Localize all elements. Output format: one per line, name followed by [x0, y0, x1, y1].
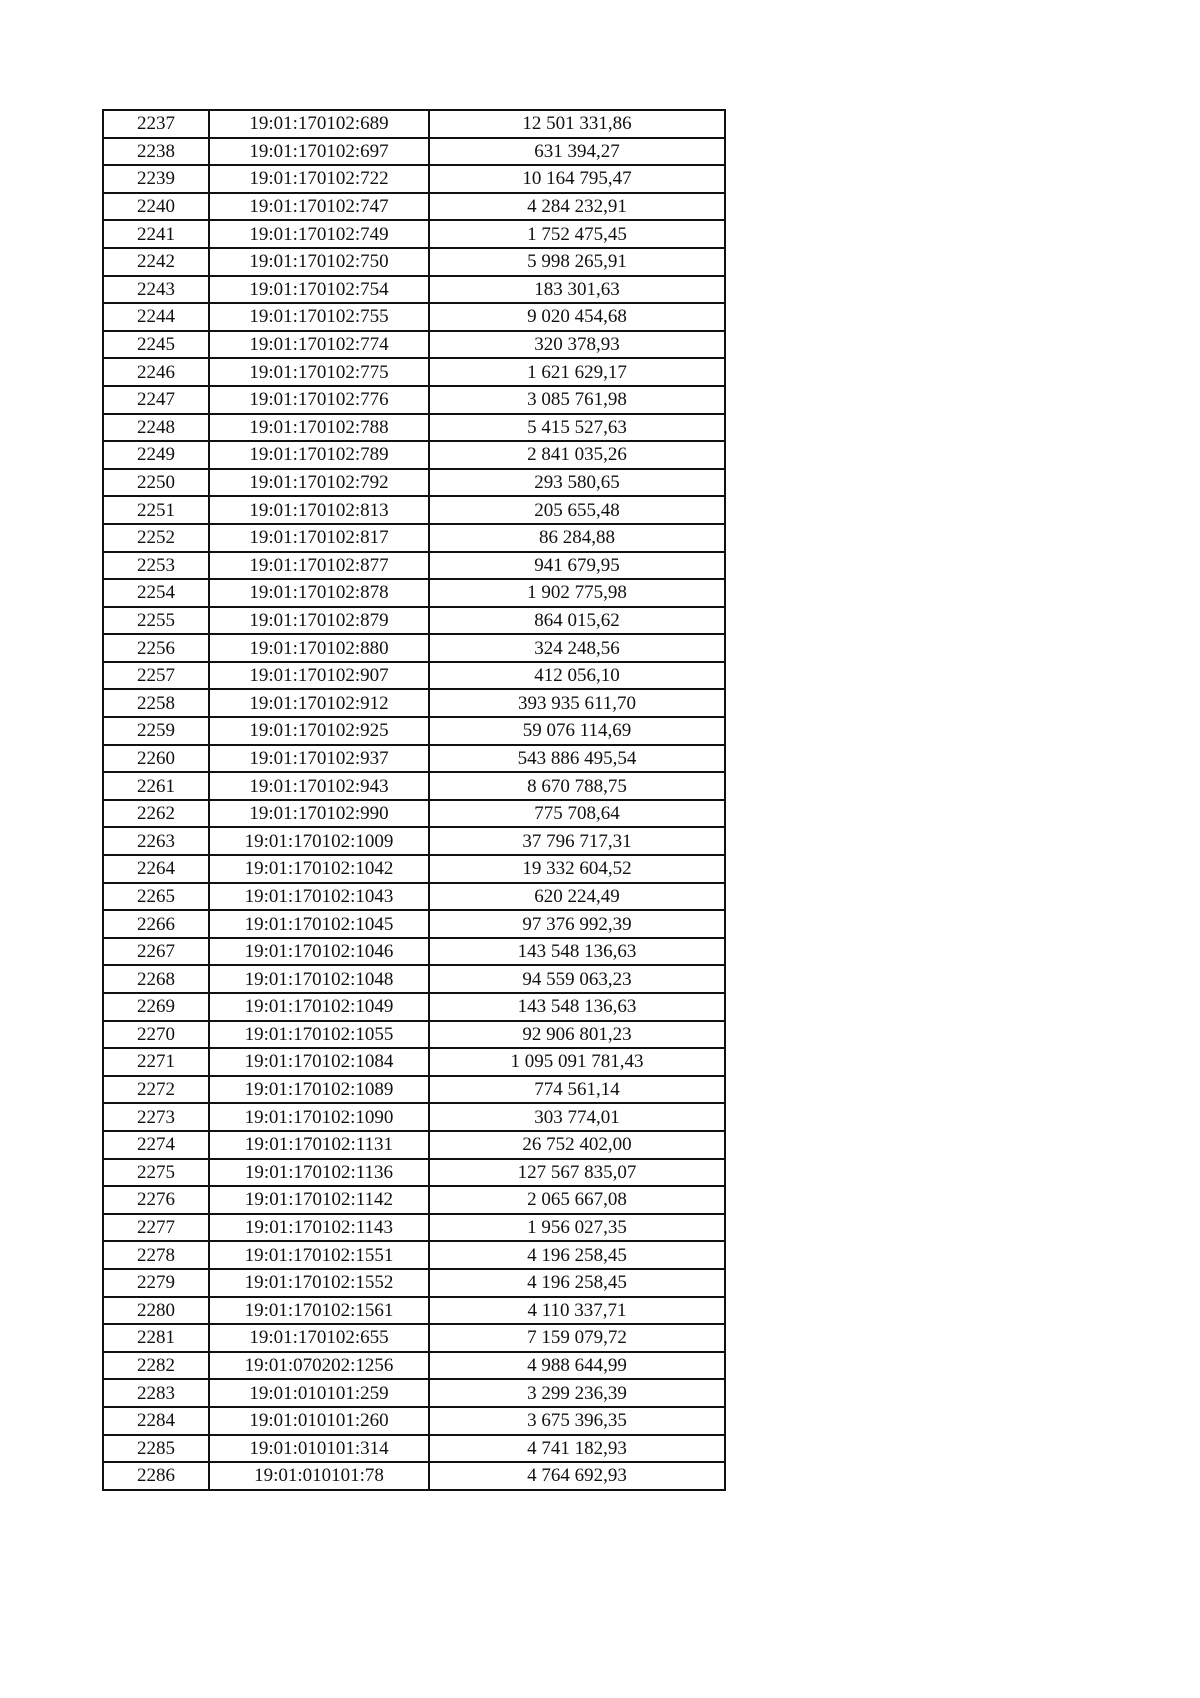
- cadastral-number-cell: 19:01:170102:1045: [209, 910, 429, 938]
- cadastral-number-cell: 19:01:170102:1046: [209, 938, 429, 966]
- row-number-cell: 2239: [103, 165, 209, 193]
- row-number-cell: 2262: [103, 800, 209, 828]
- value-cell: 97 376 992,39: [429, 910, 725, 938]
- table-row: [103, 193, 725, 221]
- row-number-cell: 2276: [103, 1186, 209, 1214]
- table-row: [103, 579, 725, 607]
- row-number-cell: 2247: [103, 386, 209, 414]
- cadastral-number-cell: 19:01:170102:776: [209, 386, 429, 414]
- value-cell: 320 378,93: [429, 331, 725, 359]
- cadastral-number-cell: 19:01:170102:1131: [209, 1131, 429, 1159]
- table-row: [103, 1214, 725, 1242]
- row-number-cell: 2249: [103, 441, 209, 469]
- value-cell: 37 796 717,31: [429, 827, 725, 855]
- row-number-cell: 2273: [103, 1103, 209, 1131]
- table-row: [103, 1186, 725, 1214]
- table-row: [103, 1048, 725, 1076]
- row-number-cell: 2258: [103, 689, 209, 717]
- table-row: [103, 276, 725, 304]
- cadastral-number-cell: 19:01:010101:260: [209, 1407, 429, 1435]
- table-row: [103, 1021, 725, 1049]
- row-number-cell: 2275: [103, 1159, 209, 1187]
- cadastral-number-cell: 19:01:170102:747: [209, 193, 429, 221]
- table-row: [103, 1324, 725, 1352]
- table-row: [103, 965, 725, 993]
- value-cell: 94 559 063,23: [429, 965, 725, 993]
- row-number-cell: 2279: [103, 1269, 209, 1297]
- table-row: [103, 110, 725, 138]
- value-cell: 10 164 795,47: [429, 165, 725, 193]
- row-number-cell: 2237: [103, 110, 209, 138]
- row-number-cell: 2256: [103, 634, 209, 662]
- row-number-cell: 2250: [103, 469, 209, 497]
- table-row: [103, 1103, 725, 1131]
- row-number-cell: 2270: [103, 1021, 209, 1049]
- value-cell: 205 655,48: [429, 496, 725, 524]
- value-cell: 127 567 835,07: [429, 1159, 725, 1187]
- cadastral-number-cell: 19:01:170102:1136: [209, 1159, 429, 1187]
- table-row: [103, 772, 725, 800]
- table-row: [103, 1076, 725, 1104]
- table-row: [103, 524, 725, 552]
- cadastral-number-cell: 19:01:170102:1143: [209, 1214, 429, 1242]
- table-row: [103, 1435, 725, 1463]
- cadastral-number-cell: 19:01:170102:943: [209, 772, 429, 800]
- row-number-cell: 2238: [103, 138, 209, 166]
- cadastral-number-cell: 19:01:170102:937: [209, 745, 429, 773]
- value-cell: 412 056,10: [429, 662, 725, 690]
- row-number-cell: 2260: [103, 745, 209, 773]
- table-row: [103, 883, 725, 911]
- row-number-cell: 2253: [103, 552, 209, 580]
- table-row: [103, 1379, 725, 1407]
- table-body: [103, 110, 725, 1490]
- cadastral-number-cell: 19:01:170102:1084: [209, 1048, 429, 1076]
- cadastral-number-cell: 19:01:170102:878: [209, 579, 429, 607]
- cadastral-number-cell: 19:01:170102:1090: [209, 1103, 429, 1131]
- value-cell: 1 621 629,17: [429, 358, 725, 386]
- row-number-cell: 2243: [103, 276, 209, 304]
- cadastral-number-cell: 19:01:170102:792: [209, 469, 429, 497]
- row-number-cell: 2277: [103, 1214, 209, 1242]
- table-row: [103, 1269, 725, 1297]
- table-row: [103, 1407, 725, 1435]
- cadastral-number-cell: 19:01:170102:1009: [209, 827, 429, 855]
- value-cell: 143 548 136,63: [429, 993, 725, 1021]
- row-number-cell: 2255: [103, 607, 209, 635]
- row-number-cell: 2267: [103, 938, 209, 966]
- value-cell: 941 679,95: [429, 552, 725, 580]
- table-row: [103, 138, 725, 166]
- table-row: [103, 1241, 725, 1269]
- row-number-cell: 2284: [103, 1407, 209, 1435]
- table-row: [103, 800, 725, 828]
- row-number-cell: 2259: [103, 717, 209, 745]
- value-cell: 1 752 475,45: [429, 220, 725, 248]
- cadastral-number-cell: 19:01:170102:754: [209, 276, 429, 304]
- row-number-cell: 2266: [103, 910, 209, 938]
- cadastral-number-cell: 19:01:170102:775: [209, 358, 429, 386]
- cadastral-number-cell: 19:01:170102:789: [209, 441, 429, 469]
- value-cell: 4 196 258,45: [429, 1241, 725, 1269]
- row-number-cell: 2241: [103, 220, 209, 248]
- value-cell: 3 675 396,35: [429, 1407, 725, 1435]
- value-cell: 543 886 495,54: [429, 745, 725, 773]
- cadastral-number-cell: 19:01:170102:817: [209, 524, 429, 552]
- cadastral-number-cell: 19:01:170102:1043: [209, 883, 429, 911]
- row-number-cell: 2242: [103, 248, 209, 276]
- value-cell: 4 988 644,99: [429, 1352, 725, 1380]
- row-number-cell: 2252: [103, 524, 209, 552]
- value-cell: 631 394,27: [429, 138, 725, 166]
- value-cell: 86 284,88: [429, 524, 725, 552]
- cadastral-number-cell: 19:01:170102:1089: [209, 1076, 429, 1104]
- cadastral-number-cell: 19:01:170102:1552: [209, 1269, 429, 1297]
- cadastre-value-table: [102, 109, 726, 1491]
- value-cell: 324 248,56: [429, 634, 725, 662]
- cadastral-number-cell: 19:01:170102:1142: [209, 1186, 429, 1214]
- table-row: [103, 1352, 725, 1380]
- row-number-cell: 2254: [103, 579, 209, 607]
- cadastral-number-cell: 19:01:170102:1055: [209, 1021, 429, 1049]
- value-cell: 143 548 136,63: [429, 938, 725, 966]
- table-row: [103, 386, 725, 414]
- cadastral-number-cell: 19:01:170102:774: [209, 331, 429, 359]
- table-row: [103, 358, 725, 386]
- cadastral-number-cell: 19:01:170102:813: [209, 496, 429, 524]
- cadastral-number-cell: 19:01:170102:990: [209, 800, 429, 828]
- row-number-cell: 2244: [103, 303, 209, 331]
- row-number-cell: 2283: [103, 1379, 209, 1407]
- table-row: [103, 552, 725, 580]
- cadastral-number-cell: 19:01:170102:877: [209, 552, 429, 580]
- value-cell: 7 159 079,72: [429, 1324, 725, 1352]
- table-row: [103, 496, 725, 524]
- cadastral-number-cell: 19:01:170102:1561: [209, 1297, 429, 1325]
- value-cell: 19 332 604,52: [429, 855, 725, 883]
- table-row: [103, 607, 725, 635]
- cadastral-number-cell: 19:01:170102:880: [209, 634, 429, 662]
- cadastral-number-cell: 19:01:170102:1551: [209, 1241, 429, 1269]
- cadastral-number-cell: 19:01:010101:78: [209, 1462, 429, 1490]
- row-number-cell: 2278: [103, 1241, 209, 1269]
- value-cell: 2 841 035,26: [429, 441, 725, 469]
- table-row: [103, 331, 725, 359]
- table-row: [103, 910, 725, 938]
- table-row: [103, 1297, 725, 1325]
- table-row: [103, 469, 725, 497]
- table-row: [103, 745, 725, 773]
- cadastral-number-cell: 19:01:170102:689: [209, 110, 429, 138]
- row-number-cell: 2265: [103, 883, 209, 911]
- row-number-cell: 2286: [103, 1462, 209, 1490]
- row-number-cell: 2261: [103, 772, 209, 800]
- table-row: [103, 1462, 725, 1490]
- table-row: [103, 689, 725, 717]
- cadastral-number-cell: 19:01:170102:749: [209, 220, 429, 248]
- table-row: [103, 662, 725, 690]
- table-row: [103, 248, 725, 276]
- cadastral-number-cell: 19:01:170102:750: [209, 248, 429, 276]
- table-row: [103, 220, 725, 248]
- value-cell: 4 196 258,45: [429, 1269, 725, 1297]
- value-cell: 393 935 611,70: [429, 689, 725, 717]
- row-number-cell: 2240: [103, 193, 209, 221]
- value-cell: 775 708,64: [429, 800, 725, 828]
- value-cell: 774 561,14: [429, 1076, 725, 1104]
- row-number-cell: 2245: [103, 331, 209, 359]
- cadastral-number-cell: 19:01:170102:912: [209, 689, 429, 717]
- value-cell: 293 580,65: [429, 469, 725, 497]
- value-cell: 1 095 091 781,43: [429, 1048, 725, 1076]
- cadastral-number-cell: 19:01:170102:788: [209, 414, 429, 442]
- value-cell: 2 065 667,08: [429, 1186, 725, 1214]
- table-row: [103, 855, 725, 883]
- table-row: [103, 1159, 725, 1187]
- row-number-cell: 2268: [103, 965, 209, 993]
- table-row: [103, 993, 725, 1021]
- value-cell: 1 902 775,98: [429, 579, 725, 607]
- cadastral-number-cell: 19:01:170102:697: [209, 138, 429, 166]
- cadastral-number-cell: 19:01:170102:1049: [209, 993, 429, 1021]
- table-row: [103, 634, 725, 662]
- table-row: [103, 165, 725, 193]
- value-cell: 5 415 527,63: [429, 414, 725, 442]
- row-number-cell: 2251: [103, 496, 209, 524]
- value-cell: 620 224,49: [429, 883, 725, 911]
- cadastral-number-cell: 19:01:170102:925: [209, 717, 429, 745]
- value-cell: 26 752 402,00: [429, 1131, 725, 1159]
- row-number-cell: 2264: [103, 855, 209, 883]
- value-cell: 183 301,63: [429, 276, 725, 304]
- value-cell: 59 076 114,69: [429, 717, 725, 745]
- table-row: [103, 1131, 725, 1159]
- row-number-cell: 2274: [103, 1131, 209, 1159]
- row-number-cell: 2269: [103, 993, 209, 1021]
- row-number-cell: 2257: [103, 662, 209, 690]
- cadastral-number-cell: 19:01:170102:907: [209, 662, 429, 690]
- table-row: [103, 303, 725, 331]
- value-cell: 4 741 182,93: [429, 1435, 725, 1463]
- value-cell: 4 110 337,71: [429, 1297, 725, 1325]
- row-number-cell: 2282: [103, 1352, 209, 1380]
- row-number-cell: 2263: [103, 827, 209, 855]
- value-cell: 3 299 236,39: [429, 1379, 725, 1407]
- value-cell: 9 020 454,68: [429, 303, 725, 331]
- cadastral-number-cell: 19:01:170102:879: [209, 607, 429, 635]
- row-number-cell: 2280: [103, 1297, 209, 1325]
- value-cell: 1 956 027,35: [429, 1214, 725, 1242]
- value-cell: 864 015,62: [429, 607, 725, 635]
- cadastral-number-cell: 19:01:170102:722: [209, 165, 429, 193]
- cadastral-number-cell: 19:01:170102:1048: [209, 965, 429, 993]
- table-row: [103, 414, 725, 442]
- value-cell: 8 670 788,75: [429, 772, 725, 800]
- cadastral-number-cell: 19:01:070202:1256: [209, 1352, 429, 1380]
- table-row: [103, 717, 725, 745]
- row-number-cell: 2271: [103, 1048, 209, 1076]
- value-cell: 4 284 232,91: [429, 193, 725, 221]
- value-cell: 4 764 692,93: [429, 1462, 725, 1490]
- table-row: [103, 441, 725, 469]
- value-cell: 303 774,01: [429, 1103, 725, 1131]
- cadastral-number-cell: 19:01:010101:314: [209, 1435, 429, 1463]
- row-number-cell: 2285: [103, 1435, 209, 1463]
- table-row: [103, 938, 725, 966]
- row-number-cell: 2246: [103, 358, 209, 386]
- value-cell: 5 998 265,91: [429, 248, 725, 276]
- cadastral-number-cell: 19:01:170102:1042: [209, 855, 429, 883]
- value-cell: 92 906 801,23: [429, 1021, 725, 1049]
- table-row: [103, 827, 725, 855]
- row-number-cell: 2248: [103, 414, 209, 442]
- cadastral-number-cell: 19:01:010101:259: [209, 1379, 429, 1407]
- value-cell: 12 501 331,86: [429, 110, 725, 138]
- row-number-cell: 2281: [103, 1324, 209, 1352]
- cadastral-number-cell: 19:01:170102:655: [209, 1324, 429, 1352]
- cadastral-number-cell: 19:01:170102:755: [209, 303, 429, 331]
- value-cell: 3 085 761,98: [429, 386, 725, 414]
- row-number-cell: 2272: [103, 1076, 209, 1104]
